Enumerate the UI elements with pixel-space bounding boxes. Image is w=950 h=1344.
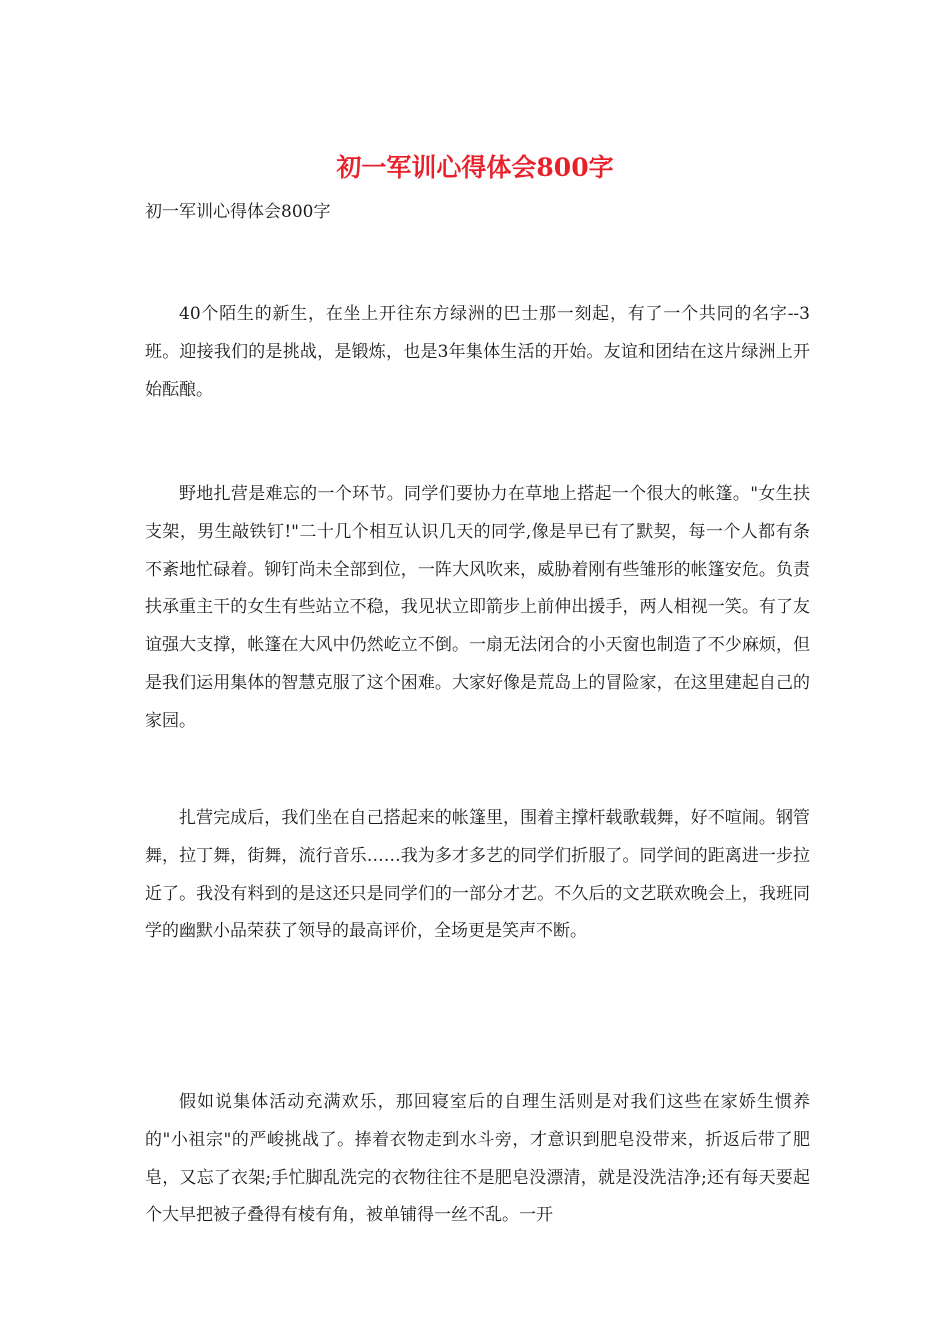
paragraph-4: 假如说集体活动充满欢乐，那回寝室后的自理生活则是对我们这些在家娇生惯养的"小祖宗"的严峻挑战了。捧着衣物走到水斗旁，才意识到肥皂没带来，折返后带了肥皂，又忘了衣架;手忙脚乱洗完的衣物往往不是肥皂没漂清，就是没洗洁净;还有每天要起个大早把被子叠得有棱有角，被单铺得一丝不乱。一开 bbox=[145, 1092, 810, 1226]
document-title: 初一军训心得体会800字 bbox=[336, 153, 614, 182]
document-subtitle: 初一军训心得体会800字 bbox=[145, 202, 331, 222]
paragraph-1: 40个陌生的新生，在坐上开往东方绿洲的巴士那一刻起，有了一个共同的名字--3班。迎接我们的是挑战，是锻炼，也是3年集体生活的开始。友谊和团结在这片绿洲上开始酝酿。 bbox=[145, 304, 810, 400]
paragraph-3: 扎营完成后，我们坐在自己搭起来的帐篷里，围着主撑杆载歌载舞，好不喧闹。钢管舞，拉丁舞，街舞，流行音乐……我为多才多艺的同学们折服了。同学间的距离进一步拉近了。我没有料到的是这还只是同学们的一部分才艺。不久后的文艺联欢晚会上，我班同学的幽默小品荣获了领导的最高评价，全场更是笑声不断。 bbox=[145, 808, 810, 942]
paragraph-2: 野地扎营是难忘的一个环节。同学们要协力在草地上搭起一个很大的帐篷。"女生扶支架，男生敲铁钉!"二十几个相互认识几天的同学,像是早已有了默契，每一个人都有条不紊地忙碌着。铆钉尚未全部到位，一阵大风吹来，威胁着刚有些雏形的帐篷安危。负责扶承重主干的女生有些站立不稳，我见状立即箭步上前伸出援手，两人相视一笑。有了友谊强大支撑，帐篷在大风中仍然屹立不倒。一扇无法闭合的小天窗也制造了不少麻烦，但是我们运用集体的智慧克服了这个困难。大家好像是荒岛上的冒险家，在这里建起自己的家园。 bbox=[145, 484, 810, 731]
